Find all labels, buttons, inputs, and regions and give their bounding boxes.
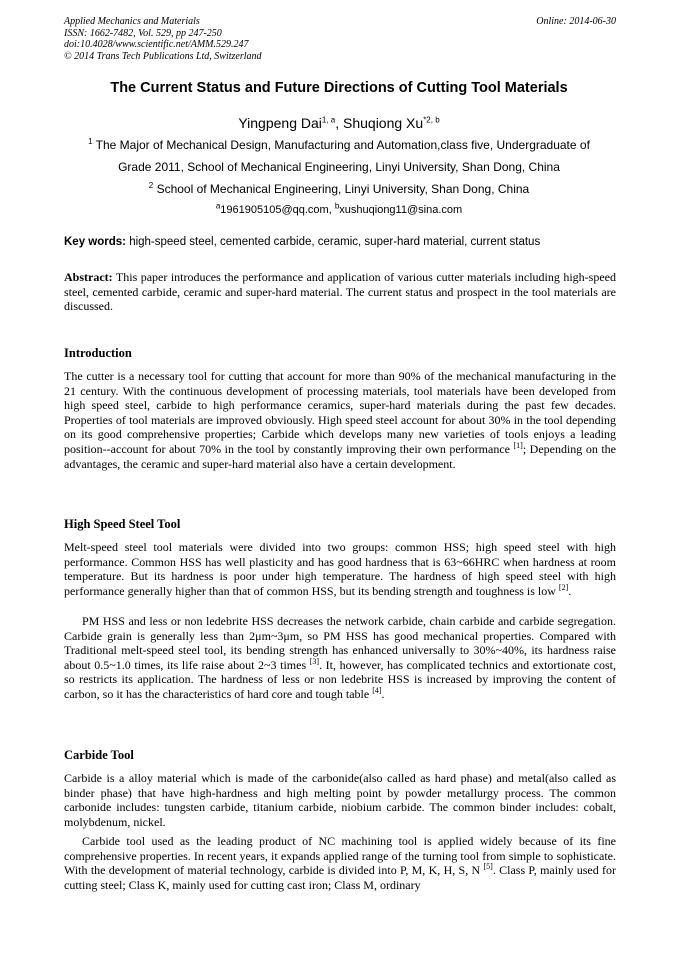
paragraph-text: Melt-speed steel tool materials were divided into two groups: common HSS; high speed steel with high performance. Common HSS has well plasticity and has good hardness that is 63~66HRC when hardness at room temperature. But its hardness is poor under high temperature. The hardness of high speed steel with high performance generally higher than that of common HSS, but its bending strength and toughness is low — [64, 540, 616, 598]
online-date: Online: 2014-06-30 — [536, 16, 616, 27]
email-link[interactable]: xushuqiong11@sina.com — [339, 204, 463, 216]
citation-ref: [2] — [558, 582, 569, 592]
citation-ref: [5] — [483, 862, 493, 872]
abstract — [64, 270, 616, 314]
copyright: © 2014 Trans Tech Publications Ltd, Switzerland — [64, 50, 262, 62]
author-sup: *2, b — [423, 115, 440, 125]
keywords-text: high-speed steel, cemented carbide, ceramic, super-hard material, current status — [126, 236, 541, 248]
abstract-text: This paper introduces the performance and application of various cutter materials including high-speed steel, cemented carbide, ceramic and super-hard material. The current status and prospect in the tool materials are discussed. — [64, 270, 616, 314]
doi: doi:10.4028/www.scientific.net/AMM.529.247 — [64, 39, 249, 50]
email-link[interactable]: 1961905105@qq.com, — [220, 204, 335, 216]
paragraph-text: The cutter is a necessary tool for cutting that account for more than 90% of the mechanical manufacturing in the 21 century. With the continuous development of processing materials, tool materials have been developed from high speed steel, carbide to high performance ceramics, super-hard materials during the past few decades. Properties of tool materials are improved obviously. High speed steel account for about 30% in the tool depending on its good comprehensive properties; Carbide which develops many new varieties of tools enjoys a leading position--account for about 70% in the tool by constantly improving their own performance — [64, 369, 616, 456]
affiliation-sup: 2 — [148, 181, 154, 190]
section-heading-hss: High Speed Steel Tool — [64, 517, 181, 531]
journal-header — [64, 16, 616, 62]
author-name: Shuqiong Xu — [343, 115, 424, 131]
journal-name: Applied Mechanics and Materials — [64, 16, 200, 27]
email-sup: a — [215, 201, 221, 211]
citation-ref: [3] — [309, 656, 320, 666]
paragraph-text: . — [381, 686, 385, 701]
citation-ref: [4] — [372, 685, 382, 695]
hss-paragraph-1 — [64, 540, 616, 598]
section-heading-introduction: Introduction — [64, 346, 132, 360]
paragraph-text: Carbide tool used as the leading product of NC machining tool is applied widely because of its fine comprehensive properties. In recent years, it expands applied range of the turning tool from simple to sophisticate. With the development of material technology, carbide is divided into P, M, K, H, S, N — [64, 834, 616, 878]
affiliation-1-line2: Grade 2011, School of Mechanical Engineering, Linyi University, Shan Dong, China — [118, 160, 560, 174]
introduction-paragraph — [64, 369, 616, 471]
author-list — [40, 115, 638, 131]
affiliation-sup: 1 — [88, 137, 93, 146]
section-heading-carbide: Carbide Tool — [64, 748, 134, 762]
affiliation-2 — [40, 182, 638, 197]
paragraph-text: PM HSS and less or non ledebrite HSS decreases the network carbide, chain carbide and carbide segregation. Carbide grain is generally less than 2μm~3μm, so PM HSS has good mechanical properties. Compared with Traditional melt-speed steel tool, its bending strength has enhanced universally to 30%~40%, its hardness raise about 0.5~1.0 times, its life raise about 2~3 times — [64, 614, 616, 672]
affiliation-line: School of Mechanical Engineering, Linyi University, Shan Dong, China — [156, 182, 530, 196]
hss-paragraph-2 — [64, 614, 616, 702]
author-separator: , — [335, 115, 343, 131]
keywords-label: Key words: — [64, 236, 126, 248]
affiliation-1 — [40, 138, 638, 153]
abstract-label: Abstract: — [64, 270, 113, 284]
carbide-paragraph-1: Carbide is a alloy material which is made of the carbonide(also called as hard phase) and metal(also called as binder phase) that have high-hardness and high melting point by powder metallurgy process. The common carbonide includes: tungsten carbide, titanium carbide, niobium carbide. The common binder includes: cobalt, molybdenum, nickel. — [64, 771, 616, 829]
author-name: Yingpeng Dai — [238, 115, 322, 131]
issn: ISSN: 1662-7482, Vol. 529, pp 247-250 — [64, 27, 222, 39]
paragraph-text: . — [568, 583, 572, 598]
paper-title: The Current Status and Future Directions of Cutting Tool Materials — [110, 80, 568, 96]
carbide-paragraph-2 — [64, 834, 616, 892]
affiliation-line: The Major of Mechanical Design, Manufacturing and Automation,class five, Undergraduate of — [95, 138, 590, 152]
paragraph-text: . It, however, has complicated technics and extortionate cost, so restricts its application. The hardness of less or non ledebrite HSS is increased by improving the content of carbon, so it has the characteristics of hard core and tough table — [64, 657, 616, 701]
email-sup: b — [334, 201, 340, 211]
author-sup: 1, a — [321, 115, 336, 125]
paragraph-text: ; Depending on the advantages, the ceramic and super-hard material also have a certain development. — [64, 441, 616, 471]
citation-ref: [1] — [513, 440, 523, 450]
email-line — [40, 201, 638, 216]
keywords — [64, 236, 620, 248]
paragraph-text: . Class P, mainly used for cutting steel; Class K, mainly used for cutting cast iron; Class M, ordinary — [64, 863, 616, 892]
